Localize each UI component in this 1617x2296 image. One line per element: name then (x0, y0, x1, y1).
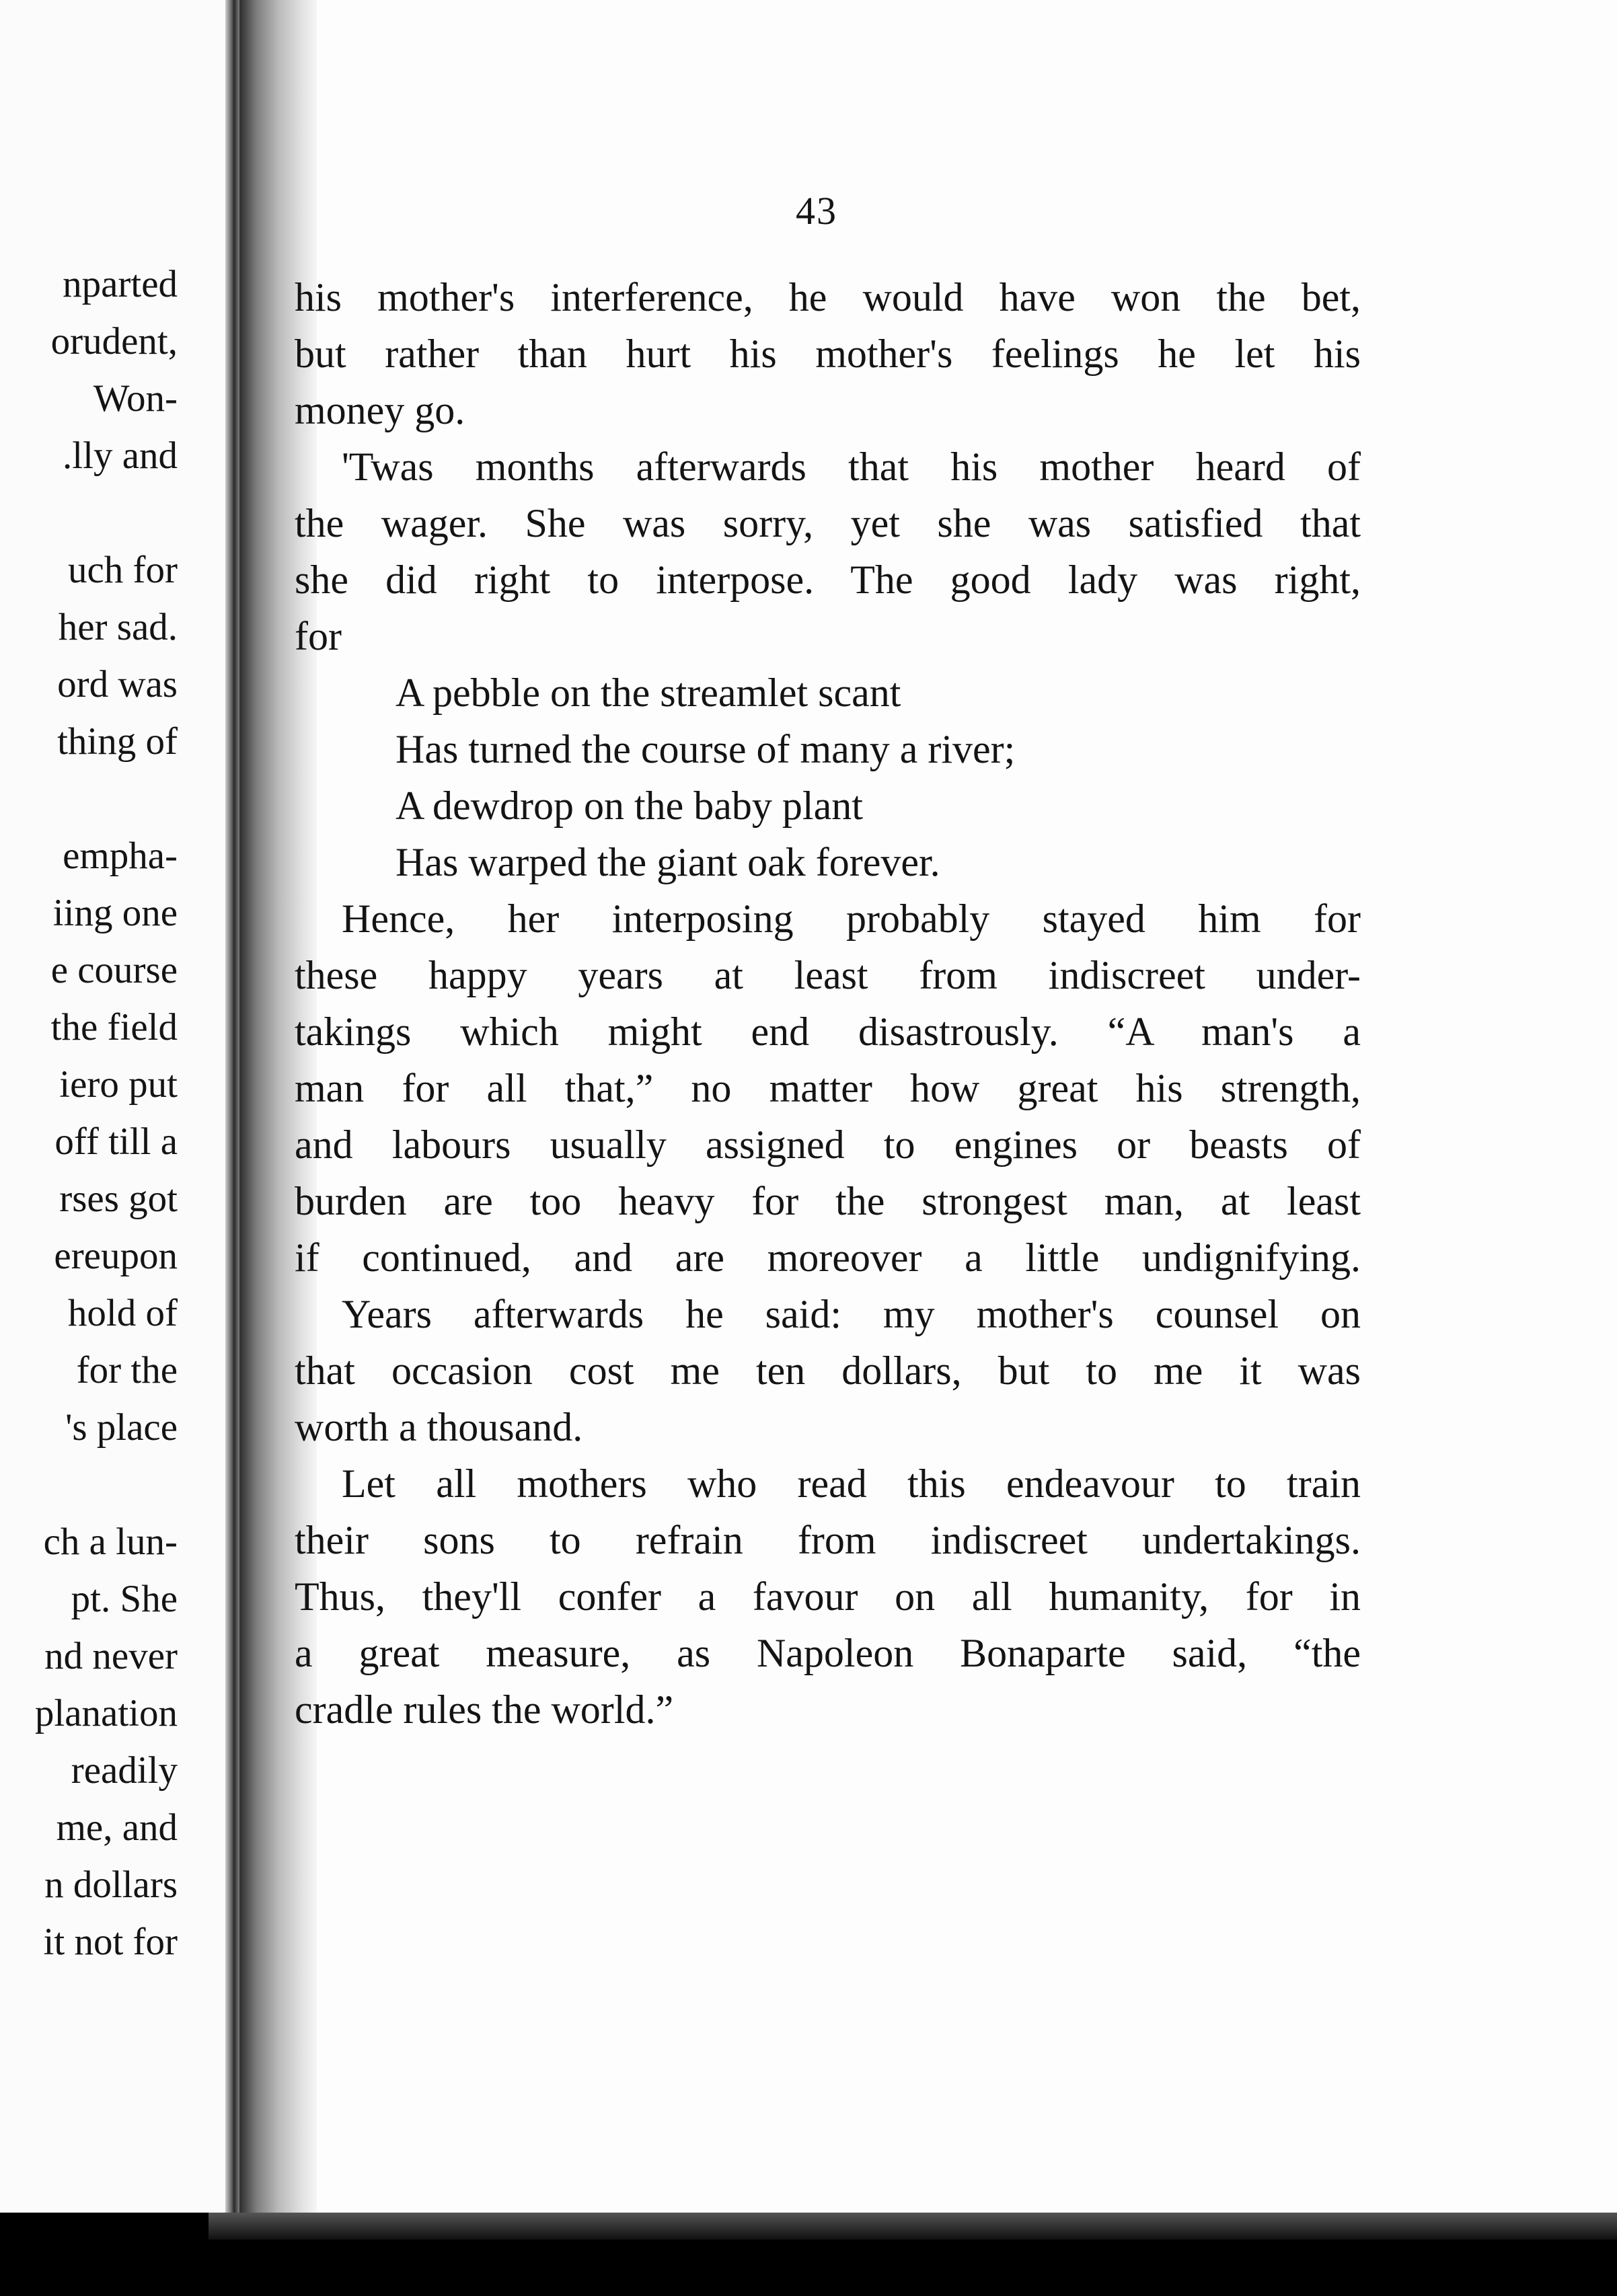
text-line: 'Twas months afterwards that his mother heard of (342, 445, 1361, 489)
facing-line: e course (50, 949, 178, 991)
facing-line: thing of (57, 720, 178, 763)
facing-line: iing one (52, 892, 178, 934)
facing-page-text (35, 256, 178, 1970)
text-line: Years afterwards he said: my mother's counsel on (342, 1292, 1361, 1336)
text-line: burden are too heavy for the strongest man, at least (295, 1179, 1361, 1223)
facing-line: orudent, (50, 320, 178, 362)
facing-line: hold of (67, 1292, 178, 1334)
verse-line: A pebble on the streamlet scant (396, 671, 901, 715)
facing-line: .lly and (63, 434, 178, 477)
text-line: for (295, 614, 342, 658)
text-line: his mother's interference, he would have won the bet, (295, 275, 1361, 319)
facing-line: ch a lun- (43, 1521, 178, 1563)
facing-line: off till a (54, 1120, 178, 1163)
text-line: takings which might end disastrously. “A man's a (295, 1009, 1361, 1054)
facing-line: pt. She (71, 1578, 178, 1620)
facing-line: me, and (56, 1806, 178, 1849)
facing-line (35, 484, 178, 541)
verse-line: Has warped the giant oak forever. (396, 840, 940, 884)
facing-page-edge (225, 0, 239, 2213)
facing-line: her sad. (58, 606, 178, 648)
verse-line: A dewdrop on the baby plant (396, 783, 863, 828)
facing-line: nd never (44, 1635, 178, 1677)
text-line: Hence, her interposing probably stayed him for (342, 896, 1361, 941)
text-line: the wager. She was sorry, yet she was satisfied that (295, 501, 1361, 545)
facing-line: it not for (43, 1921, 178, 1963)
text-line: she did right to interpose. The good lady was right, (295, 558, 1361, 602)
facing-line: rses got (59, 1178, 178, 1220)
text-line: cradle rules the world.” (295, 1687, 674, 1732)
facing-line: the field (50, 1006, 178, 1048)
text-line: their sons to refrain from indiscreet undertakings. (295, 1518, 1361, 1562)
text-line: man for all that,” no matter how great his strength, (295, 1066, 1361, 1110)
verse-line: Has turned the course of many a river; (396, 727, 1016, 771)
facing-line: nparted (63, 263, 178, 305)
text-line: worth a thousand. (295, 1405, 583, 1449)
text-line: Let all mothers who read this endeavour to train (342, 1461, 1361, 1506)
text-line: a great measure, as Napoleon Bonaparte said, “the (295, 1631, 1361, 1675)
text-line: these happy years at least from indiscreet under- (295, 953, 1361, 997)
facing-line: uch for (67, 549, 178, 591)
text-line: if continued, and are moreover a little undignifying. (295, 1235, 1361, 1280)
facing-line (35, 770, 178, 827)
page-bottom-edge (209, 2213, 1617, 2240)
facing-line: planation (34, 1692, 178, 1734)
text-line: and labours usually assigned to engines or beasts of (295, 1122, 1361, 1167)
facing-line: Won- (93, 377, 178, 420)
facing-page (0, 0, 239, 2213)
facing-line: empha- (63, 835, 178, 877)
facing-line: 's place (65, 1406, 178, 1449)
facing-line: n dollars (44, 1864, 178, 1906)
page-number: 43 (796, 189, 837, 233)
text-line: money go. (295, 388, 465, 432)
facing-line: for the (76, 1349, 178, 1391)
text-line: that occasion cost me ten dollars, but to me it was (295, 1348, 1361, 1393)
page-body (295, 269, 1361, 1738)
facing-line (35, 1456, 178, 1513)
text-line: but rather than hurt his mother's feelings he let his (295, 332, 1361, 376)
facing-line: readily (71, 1749, 178, 1792)
facing-line: ereupon (54, 1235, 178, 1277)
facing-line: ord was (57, 663, 178, 705)
text-line: Thus, they'll confer a favour on all humanity, for in (295, 1574, 1361, 1619)
facing-line: iero put (59, 1063, 178, 1106)
